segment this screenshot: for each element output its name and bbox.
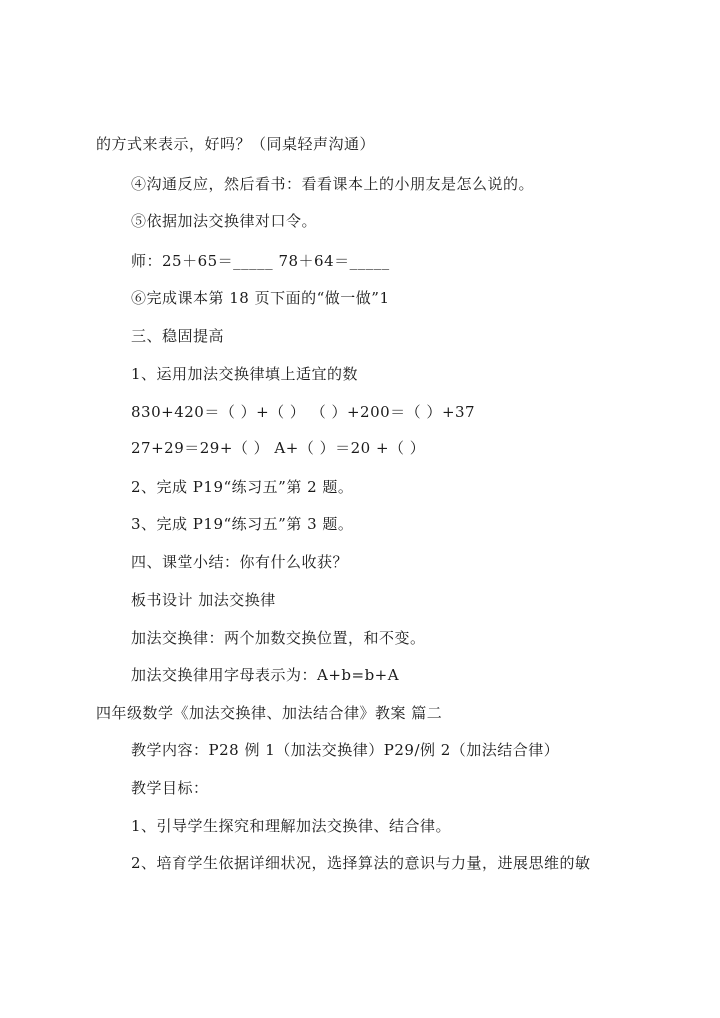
text-line: 2、培育学生依据详细状况，选择算法的意识与力量，进展思维的敏: [131, 854, 591, 872]
document-title: 四年级数学《加法交换律、加法结合律》教案 篇二: [96, 704, 443, 722]
text-line: 1、运用加法交换律填上适宜的数: [131, 365, 359, 383]
text-line: ⑤依据加法交换律对口令。: [131, 212, 318, 230]
text-line: 加法交换律用字母表示为：A+b=b+A: [131, 666, 400, 684]
text-line: 教学目标：: [131, 779, 209, 797]
text-line: 3、完成 P19“练习五”第 3 题。: [131, 515, 354, 533]
section-heading: 三、稳固提高: [131, 327, 225, 345]
text-line: 的方式来表示，好吗？（同桌轻声沟通）: [96, 135, 376, 153]
text-line: 1、引导学生探究和理解加法交换律、结合律。: [131, 817, 452, 835]
text-line: ④沟通反应，然后看书：看看课本上的小朋友是怎么说的。: [131, 175, 535, 193]
text-line: 2、完成 P19“练习五”第 2 题。: [131, 478, 354, 496]
section-heading: 四、课堂小结：你有什么收获？: [131, 553, 349, 571]
text-line: ⑥完成课本第 18 页下面的“做一做”1: [131, 289, 390, 307]
exercise-line: 830+420＝（ ）+（ ） （ ）+200＝（ ）+37: [131, 403, 476, 421]
text-line: 教学内容：P28 例 1（加法交换律）P29/例 2（加法结合律）: [131, 741, 560, 759]
text-line: 板书设计 加法交换律: [131, 591, 276, 609]
text-line: 加法交换律：两个加数交换位置，和不变。: [131, 629, 426, 647]
text-line: 师：25＋65＝_____ 78＋64＝_____: [131, 252, 390, 270]
exercise-line: 27+29＝29+（ ） A+（ ）＝20 +（ ）: [131, 439, 426, 457]
